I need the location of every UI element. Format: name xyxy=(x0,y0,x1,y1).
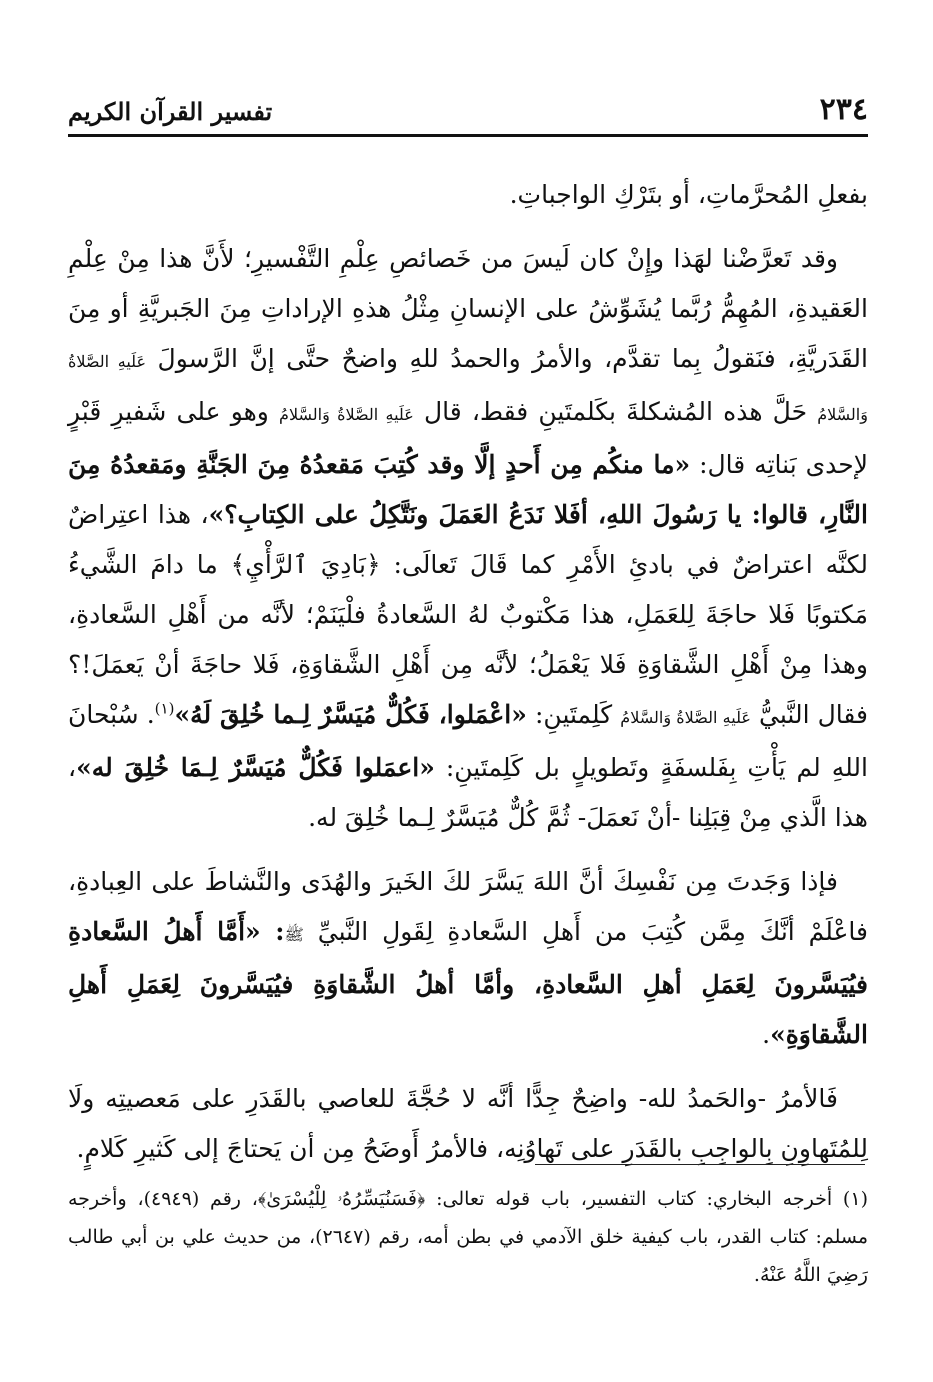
paragraph-2-part-b: حَلَّ هذه المُشكلةَ بكَلمتَينِ فقط، قال xyxy=(423,397,808,426)
honorific-salat: عَلَيهِ الصَّلاةُ وَالسَّلامُ xyxy=(279,405,414,424)
footnote-reference[interactable]: (١) xyxy=(154,699,175,718)
footnote-1: (١) أخرجه البخاري: كتاب التفسير، باب قوله تعالى: ﴿فَسَنُيَسِّرُهُۥ لِلْيُسْرَىٰ﴾، رقم (٤٩٤٩)، وأخرجه مسلم: كتاب القدر، باب كيفية خلق الآدمي في بطن أمه، رقم (٢٦٤٧)، من حديث علي بن أبي طالب رَضِيَ اللَّهُ عَنْهُ. xyxy=(68,1188,869,1286)
paragraph-2-part-f: . سُبْحانَ اللهِ لم يَأْتِ بِفَلسفَةٍ وتَطويلٍ بل كَلِمتَينِ: xyxy=(68,700,868,782)
page-number: ٢٣٤ xyxy=(819,92,868,127)
paragraph-2-part-e: كَلِمتَينِ: xyxy=(534,700,613,729)
honorific-salat: عَلَيهِ الصَّلاةُ وَالسَّلامُ xyxy=(620,708,751,727)
page-header xyxy=(68,92,868,132)
paragraph-3-part-b: . xyxy=(762,1020,771,1049)
main-text xyxy=(68,170,868,1174)
header-rule xyxy=(68,134,868,137)
running-title: تفسير القرآن الكريم xyxy=(68,97,273,126)
paragraph-3 xyxy=(68,857,868,1060)
paragraph-2-part-c: وهو على شَفيرِ قَبْرٍ لإحدى بَناتِه قال: xyxy=(68,397,868,479)
hadith-quote: «ما منكُم مِن أَحدٍ إلَّا وقد كُتِبَ مَقعدُهُ مِنَ الجَنَّةِ ومَقعدُهُ مِنَ النَّارِ، قالوا: يا رَسُولَ اللهِ، أفَلا نَدَعُ العَمَلَ ونَتَّكِلُ على الكِتابِ؟» xyxy=(68,450,868,529)
hadith-quote: : «أَمَّا أَهلُ السَّعادةِ فيُيَسَّرونَ لِعَمَلِ أهلِ السَّعادةِ، وأمَّا أهلُ الشَّقاوَةِ فيُيَسَّرونَ لِعَمَلِ أَهلِ الشَّقاوَةِ» xyxy=(68,917,868,1049)
paragraph-2-part-d: ، هذا اعتِراضٌ لكنَّه اعتراضٌ في بادئِ الأَمْرِ كما قَالَ تَعالَى: ﴿بَادِيَ ٱلرَّأْيِ﴾ ما دامَ الشَّيءُ مَكتوبًا فَلا حاجَةَ لِلعَمَلِ، هذا مَكْتوبٌ لهُ السَّعادةُ فلْيَنَمْ؛ لأنَّه من أَهْلِ السَّعادةِ، وهذا مِنْ أَهْلِ الشَّقاوَةِ فَلا يَعْمَلُ؛ لأنَّه مِن أَهْلِ الشَّقاوَةِ، فَلا حاجَةَ أنْ يَعمَلَ!؟ فقال النَّبيُّ xyxy=(68,500,869,729)
honorific-salat: عَلَيهِ الصَّلاةُ وَالسَّلامُ xyxy=(68,352,868,424)
footnotes xyxy=(68,1180,868,1294)
honorific-salat: ﷺ xyxy=(284,925,304,944)
paragraph-1: بفعلِ المُحرَّماتِ، أو بتَرْكِ الواجباتِ. xyxy=(509,180,868,209)
paragraph-4: فَالأمرُ -والحَمدُ لله- واضِحٌ جِدًّا أنَّه لا حُجَّةَ للعاصي بالقَدَرِ على مَعصيتِه ولَا لِلمُتَهاوِنِ بِالواجِبِ بالقَدَرِ على تَهاوُنِه، فالأمرُ أَوضَحُ مِن أن يَحتاجَ إلى كَثيرِ كَلامٍ. xyxy=(68,1084,868,1163)
paragraph-3-part-a: فإذا وَجَدتَ مِن نَفْسِكَ أنَّ اللهَ يَسَّرَ لكَ الخَيرَ والهُدَى والنَّشاطَ على العِبادةِ، فاعْلَمْ أنَّكَ مِمَّن كُتِبَ من أَهلِ السَّعادةِ لِقَولِ النَّبيِّ xyxy=(68,867,869,946)
paragraph-2 xyxy=(68,234,868,843)
footnote-separator xyxy=(535,1164,865,1165)
paragraph-2-part-a: وقد تَعرَّضْنا لهَذا وإِنْ كان لَيسَ من خَصائصِ عِلْمِ التَّفْسيرِ؛ لأَنَّ هذا مِنْ عِلْمِ العَقيدةِ، المُهِمُّ رُبَّما يُشَوِّشُ على الإنسانِ مِثْلُ هذهِ الإراداتِ مِنَ الجَبريَّةِ أو مِنَ القَدَريَّةِ، فنَقولُ بِما تقدَّم، والأمرُ والحمدُ للهِ واضحٌ حتَّى إنَّ الرَّسولَ xyxy=(68,244,868,373)
paragraph-2-part-g: ، هذا الَّذي مِنْ قِبَلِنا -أنْ نَعمَلَ- ثُمَّ كُلٌّ مُيَسَّرٌ لِـما خُلِقَ له. xyxy=(68,753,868,832)
hadith-quote: «اعْمَلوا، فَكُلٌّ مُيَسَّرٌ لِـما خُلِقَ لَهُ» xyxy=(174,700,527,729)
hadith-quote: «اعمَلوا فَكُلٌّ مُيَسَّرٌ لِـمَا خُلِقَ له» xyxy=(76,753,435,782)
